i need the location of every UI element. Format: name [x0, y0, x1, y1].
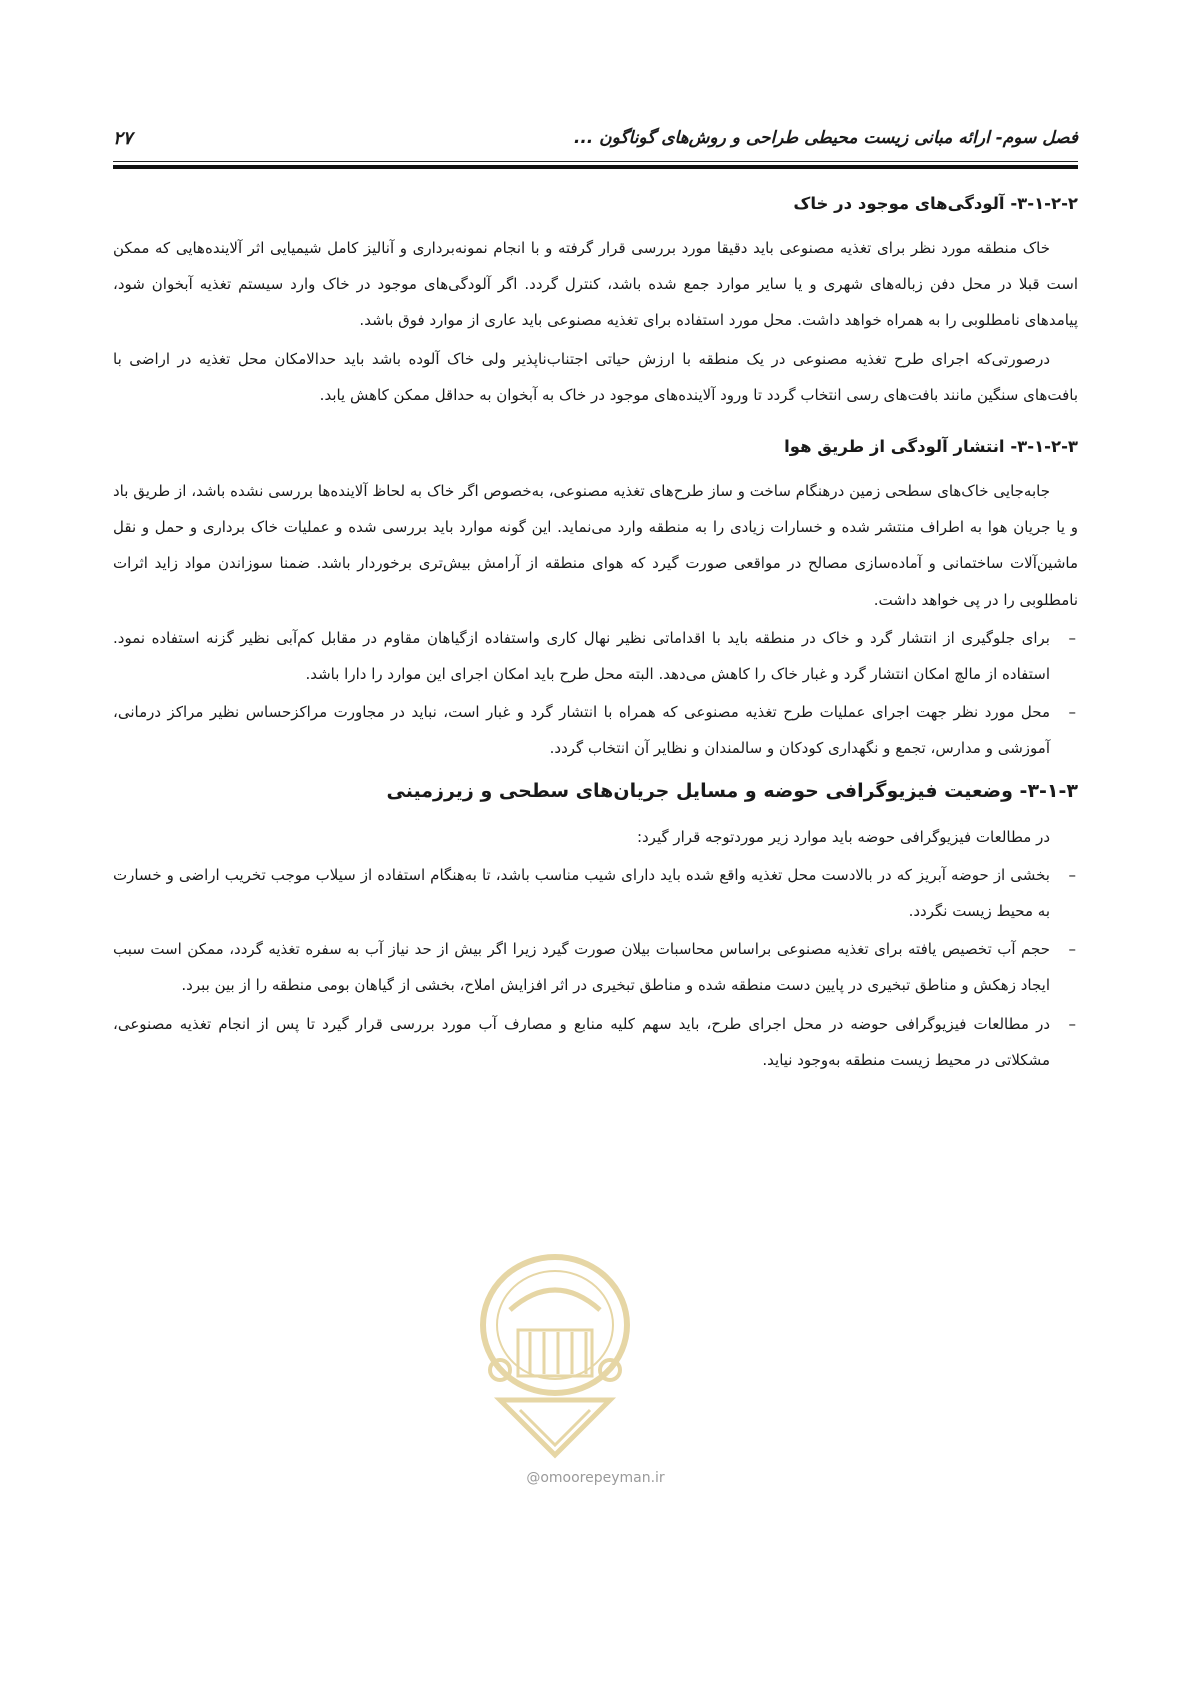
list-item-text: بخشی از حوضه آبریز که در بالادست محل تغذیه واقع شده باید دارای شیب مناسب باشد، تا به‌هنگام استفاده از سیلاب موجب تخریب اراضی و خسارت به محیط زیست نگردد. [113, 865, 1050, 921]
paragraph: خاک منطقه مورد نظر برای تغذیه مصنوعی باید دقیقا مورد بررسی قرار گرفته و با انجام نمونه‌برداری و آنالیز کامل شیمیایی اثر آلاینده‌هایی که ممکن است قبلا در محل دفن زباله‌های شهری و یا سایر موارد جمع شده باشد، کنترل گردد. اگر آلودگی‌های موجود در خاک وارد سیستم تغذیه آبخوان شود، پیامدهای نامطلوبی را به همراه خواهد داشت. محل مورد استفاده برای تغذیه مصنوعی باید عاری از موارد فوق باشد. [113, 239, 1078, 330]
running-header [113, 128, 1078, 168]
dash-bullet-icon: – [1068, 1014, 1076, 1033]
section-heading-physiography: ۳-۱-۳- وضعیت فیزیوگرافی حوضه و مسایل جریان‌های سطحی و زیرزمینی [386, 779, 1078, 802]
watermark-seal-icon [470, 1250, 640, 1465]
paragraph: در مطالعات فیزیوگرافی حوضه باید موارد زیر موردتوجه قرار گیرد: [636, 827, 1050, 846]
header-rule-thick [113, 165, 1078, 169]
list-item [113, 1006, 1078, 1078]
bullet-list [113, 620, 1078, 767]
chapter-title: فصل سوم- ارائه مبانی زیست محیطی طراحی و روش‌های گوناگون ... [573, 128, 1078, 148]
list-item-text: محل مورد نظر جهت اجرای عملیات طرح تغذیه مصنوعی که همراه با انتشار گرد و غبار است، نباید در مجاورت مراکزحساس نظیر مراکز درمانی، آموزشی و مدارس، تجمع و نگهداری کودکان و سالمندان و نظایر آن انتخاب گردد. [113, 703, 1050, 758]
list-item [113, 620, 1078, 692]
dash-bullet-icon: – [1068, 628, 1076, 647]
list-item-text: در مطالعات فیزیوگرافی حوضه در محل اجرای طرح، باید سهم کلیه منابع و مصارف آب مورد بررسی قرار گیرد تا پس از انجام تغذیه مصنوعی، مشکلاتی در محیط زیست منطقه به‌وجود نیاید. [113, 1014, 1050, 1069]
section-heading-soil-pollution: ۳-۱-۲-۲- آلودگی‌های موجود در خاک [793, 194, 1078, 213]
header-rule-thin [113, 161, 1078, 162]
page-body [113, 186, 1078, 1082]
dash-bullet-icon: – [1068, 940, 1076, 959]
watermark-url: @omoorepeyman.ir [526, 1470, 665, 1486]
section-heading-air-pollution: ۳-۱-۲-۳- انتشار آلودگی از طریق هوا [784, 437, 1078, 457]
list-item-text: حجم آب تخصیص یافته برای تغذیه مصنوعی براساس محاسبات بیلان صورت گیرد زیرا اگر بیش از حد نیاز آب به سفره تغذیه گردد، ممکن است سبب ایجاد زهکش و مناطق تبخیری در پایین دست منطقه شده و مناطق تبخیری در اثر افزایش املاح، بخشی از گیاهان بومی منطقه را از بین ببرد. [113, 940, 1050, 995]
paragraph: درصورتی‌که اجرای طرح تغذیه مصنوعی در یک منطقه با ارزش حیاتی اجتناب‌ناپذیر ولی خاک آلوده باشد باید حدالامکان محل تغذیه در اراضی با بافت‌های سنگین مانند بافت‌های رسی انتخاب گردد تا ورود آلاینده‌های موجود در خاک به آبخوان به حداقل ممکن کاهش یابد. [113, 349, 1078, 404]
page-number: ۲۷ [113, 128, 133, 149]
list-item [113, 857, 1078, 929]
list-item [113, 931, 1078, 1003]
bullet-list [113, 857, 1078, 1078]
list-item-text: برای جلوگیری از انتشار گرد و خاک در منطقه باید با اقداماتی نظیر نهال کاری واستفاده ازگیاهان مقاوم در مقابل کم‌آبی نظیر گزنه استفاده نمود. استفاده از مالچ امکان انتشار گرد و غبار خاک را کاهش می‌دهد. البته محل طرح باید امکان اجرای این موارد را دارا باشد. [113, 628, 1050, 684]
dash-bullet-icon: – [1068, 703, 1076, 722]
list-item [113, 694, 1078, 766]
paragraph: جابه‌جایی خاک‌های سطحی زمین درهنگام ساخت و ساز طرح‌های تغذیه مصنوعی، به‌خصوص اگر خاک به لحاظ آلاینده‌ها بررسی نشده باشد، از طریق باد و یا جریان هوا به اطراف منتشر شده و خسارات زیادی را به منطقه وارد می‌نماید. این گونه موارد باید بررسی شده و عملیات خاک برداری و حمل و نقل ماشین‌آلات ساختمانی و آماده‌سازی مصالح در مواقعی صورت گیرد که هوای منطقه از آرامش بیش‌تری برخوردار باشد. ضمنا سوزاندن مواد زاید اثرات نامطلوبی را در پی خواهد داشت. [113, 482, 1078, 609]
dash-bullet-icon: – [1068, 865, 1076, 884]
